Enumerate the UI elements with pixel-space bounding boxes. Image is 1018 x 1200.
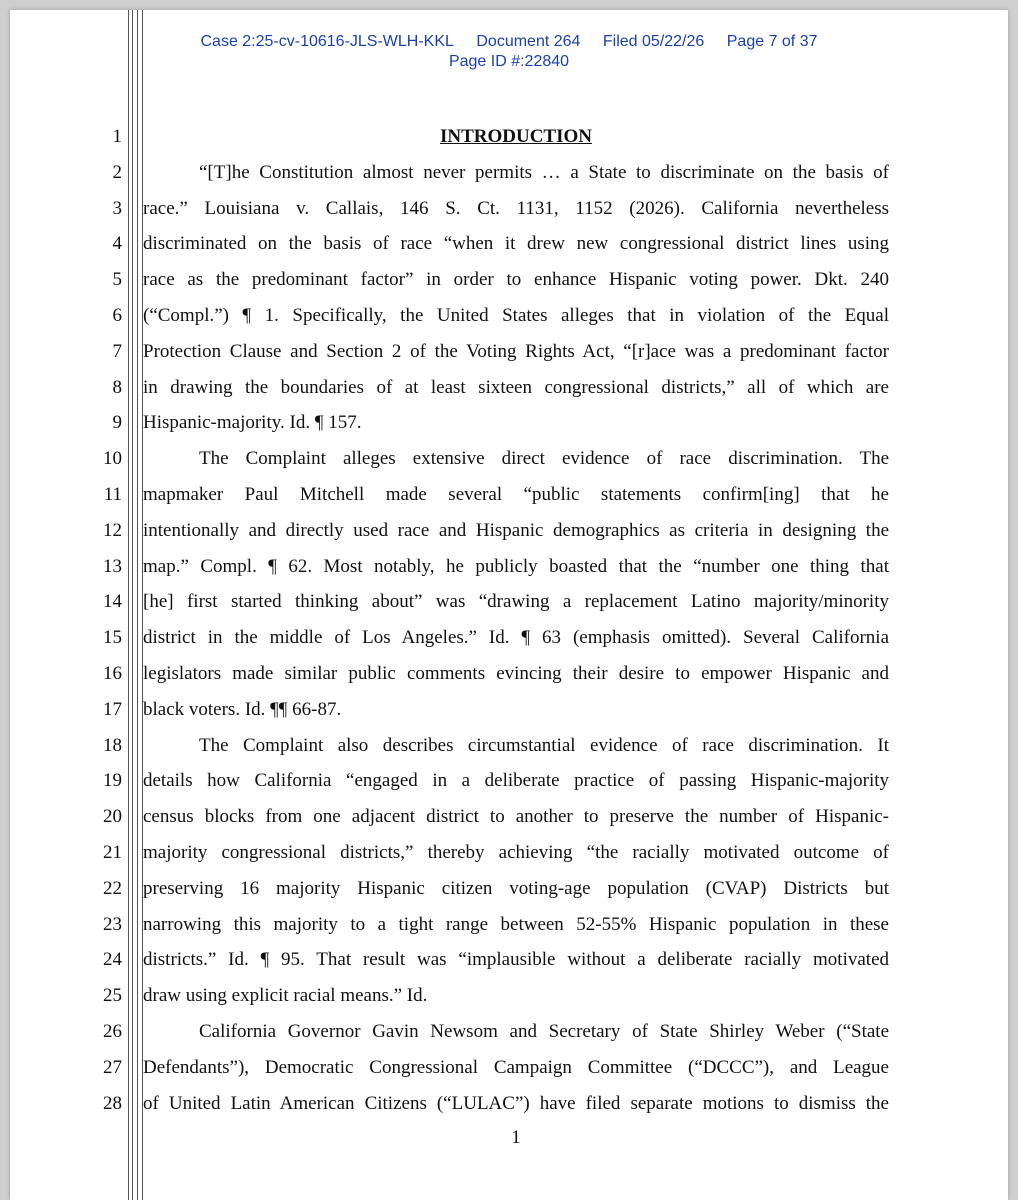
- line-number: 3: [112, 197, 122, 219]
- text-line: majority congressional districts,” thereby achieving “the racially motivated outcome of: [143, 842, 889, 863]
- text-line: mapmaker Paul Mitchell made several “public statements confirm[ing] that he: [143, 484, 889, 505]
- text-line: in drawing the boundaries of at least sixteen congressional districts,” all of which are: [143, 376, 889, 398]
- margin-rule: [132, 10, 133, 1200]
- text-line: intentionally and directly used race and Hispanic demographics as criteria in designing the: [143, 519, 889, 541]
- court-header: [10, 32, 1008, 72]
- line-number: 6: [112, 305, 122, 326]
- line-number: 10: [103, 448, 122, 470]
- text-line: details how California “engaged in a deliberate practice of passing Hispanic-majority: [143, 770, 889, 792]
- filed-date: Filed 05/22/26: [602, 33, 705, 50]
- page-id: Page ID #:22840: [448, 53, 570, 70]
- text-line: district in the middle of Los Angeles.” Id. ¶ 63 (emphasis omitted). Several California: [143, 627, 889, 649]
- line-number: 11: [103, 484, 122, 505]
- section-heading: INTRODUCTION: [439, 126, 593, 147]
- text-line: race as the predominant factor” in order to enhance Hispanic voting power. Dkt. 240: [143, 269, 889, 291]
- line-number: 27: [103, 1056, 122, 1078]
- page-indicator: Page 7 of 37: [726, 33, 818, 50]
- line-number: 21: [103, 842, 122, 863]
- line-number: 22: [103, 877, 122, 899]
- line-number: 20: [103, 806, 122, 828]
- text-line: (“Compl.”) ¶ 1. Specifically, the United States alleges that in violation of the Equal: [143, 305, 889, 326]
- text-line: race.” Louisiana v. Callais, 146 S. Ct. 1131, 1152 (2026). California nevertheless: [143, 197, 889, 219]
- text-line: Defendants”), Democratic Congressional Campaign Committee (“DCCC”), and League: [143, 1056, 889, 1078]
- margin-rule: [128, 10, 129, 1200]
- text-line: The Complaint also describes circumstantial evidence of race discrimination. It: [199, 734, 889, 756]
- line-number: 2: [112, 161, 122, 183]
- text-line: of United Latin American Citizens (“LULAC”) have filed separate motions to dismiss the: [143, 1092, 889, 1114]
- page-number: 1: [511, 1127, 521, 1148]
- document-page: [10, 10, 1008, 1200]
- line-number: 23: [103, 913, 122, 935]
- document-number: Document 264: [476, 33, 581, 50]
- line-number: 16: [103, 663, 122, 684]
- line-number: 24: [103, 949, 122, 971]
- line-number: 19: [103, 770, 122, 792]
- case-number: Case 2:25-cv-10616-JLS-WLH-KKL: [200, 33, 454, 50]
- line-number: 5: [112, 269, 122, 291]
- text-line: preserving 16 majority Hispanic citizen voting-age population (CVAP) Districts but: [143, 877, 889, 899]
- text-line: census blocks from one adjacent district to another to preserve the number of Hispanic-: [143, 806, 889, 828]
- text-line: [he] first started thinking about” was “drawing a replacement Latino majority/minority: [143, 591, 889, 613]
- line-number: 18: [103, 734, 122, 756]
- line-number: 17: [103, 698, 122, 720]
- line-number: 15: [103, 627, 122, 649]
- line-number: 25: [103, 985, 122, 1007]
- margin-rule: [137, 10, 138, 1200]
- text-line: “[T]he Constitution almost never permits … a State to discriminate on the basis of: [199, 161, 889, 183]
- text-line: California Governor Gavin Newsom and Secretary of State Shirley Weber (“State: [199, 1021, 889, 1042]
- text-line: black voters. Id. ¶¶ 66-87.: [143, 698, 342, 720]
- line-number: 13: [103, 555, 122, 577]
- line-number: 26: [103, 1021, 122, 1042]
- text-line: legislators made similar public comments evincing their desire to empower Hispanic and: [143, 663, 889, 684]
- line-number: 4: [112, 233, 122, 255]
- line-number: 14: [103, 591, 122, 613]
- text-line: Hispanic-majority. Id. ¶ 157.: [143, 412, 362, 434]
- text-line: The Complaint alleges extensive direct evidence of race discrimination. The: [199, 448, 889, 470]
- line-number: 9: [112, 412, 122, 434]
- line-number: 8: [112, 376, 122, 398]
- line-number: 28: [103, 1092, 122, 1114]
- text-line: draw using explicit racial means.” Id.: [143, 985, 428, 1007]
- text-line: narrowing this majority to a tight range between 52-55% Hispanic population in these: [143, 913, 889, 935]
- text-line: discriminated on the basis of race “when it drew new congressional district lines using: [143, 233, 889, 255]
- line-number: 1: [112, 126, 122, 147]
- text-line: Protection Clause and Section 2 of the Voting Rights Act, “[r]ace was a predominant factor: [143, 340, 889, 362]
- text-line: districts.” Id. ¶ 95. That result was “implausible without a deliberate racially motivated: [143, 949, 889, 971]
- line-number: 12: [103, 519, 122, 541]
- line-number: 7: [112, 340, 122, 362]
- text-line: map.” Compl. ¶ 62. Most notably, he publicly boasted that the “number one thing that: [143, 555, 889, 577]
